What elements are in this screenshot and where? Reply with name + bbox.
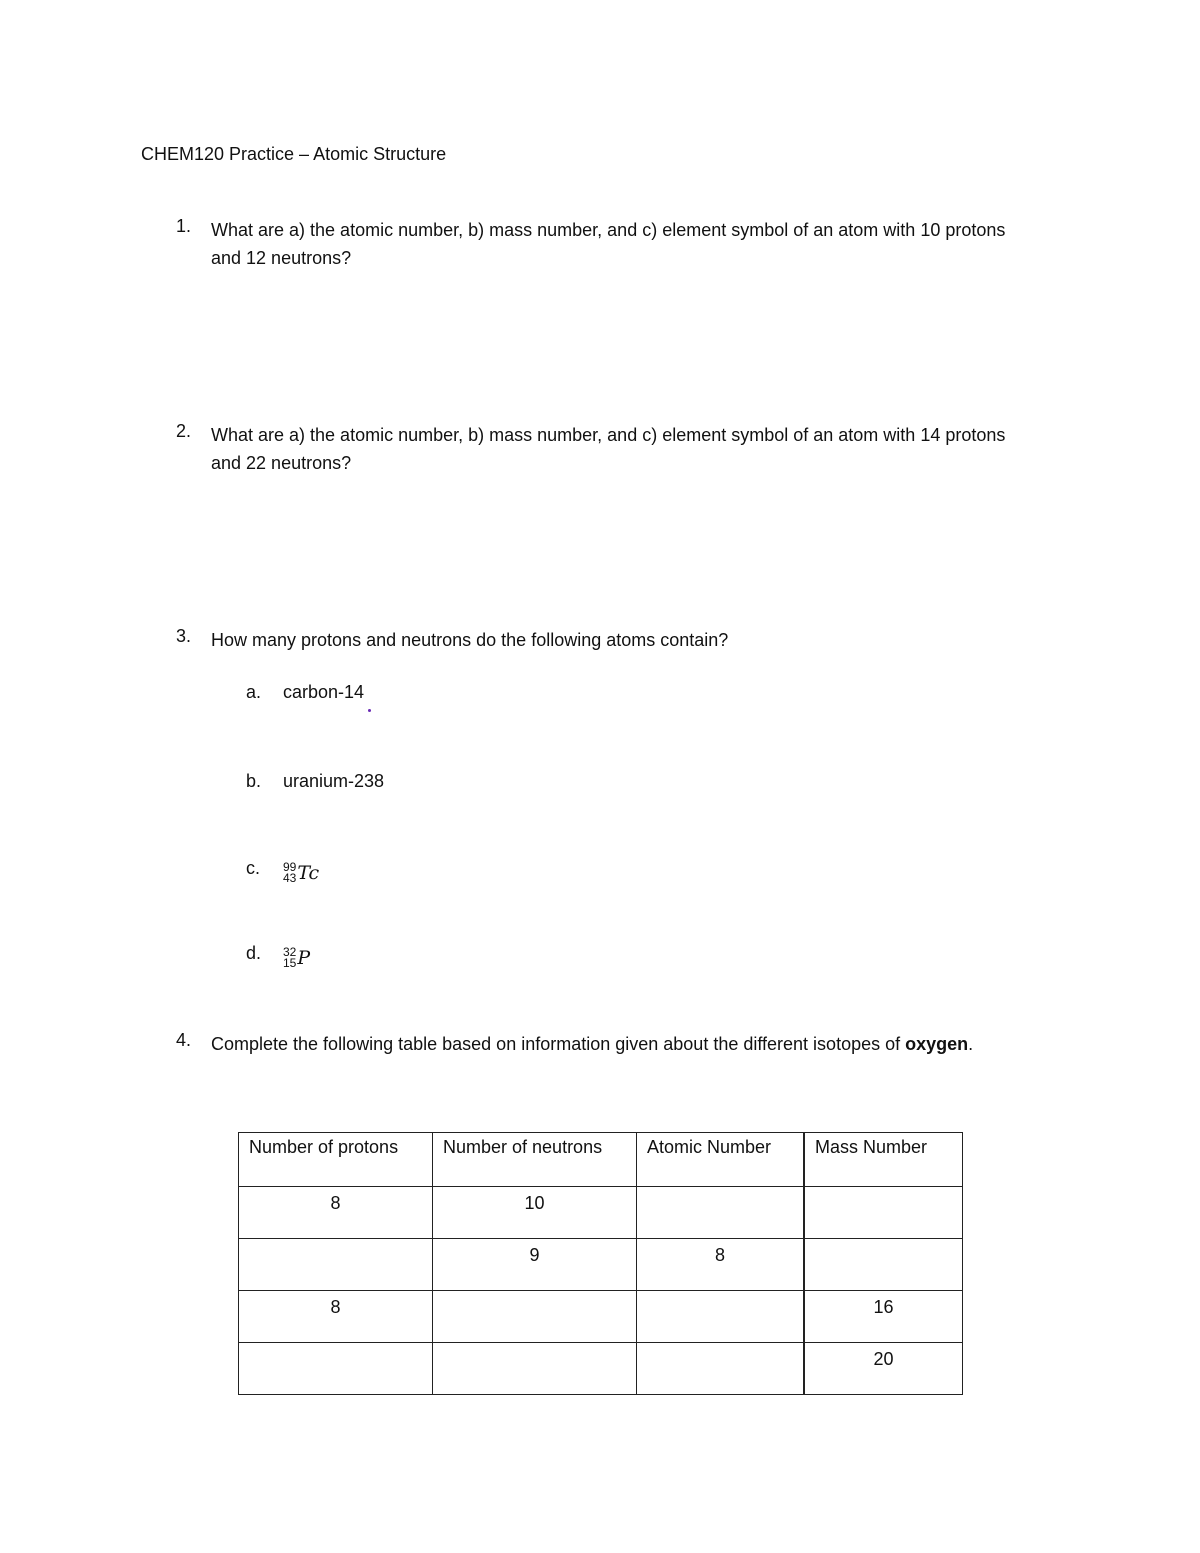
table-cell <box>433 1291 637 1343</box>
mass-number: 99 <box>283 860 297 874</box>
question-text: What are a) the atomic number, b) mass number, and c) element symbol of an atom with 10 protons and 12 neutrons? <box>211 220 1006 268</box>
part-letter: c. <box>246 858 261 878</box>
part-letter: d. <box>246 943 262 963</box>
element-symbol: Tc <box>297 862 320 884</box>
table-cell: 10 <box>433 1187 637 1239</box>
question-number: 3. <box>176 626 192 646</box>
table-cell: 9 <box>433 1239 637 1291</box>
table-cell: 8 <box>239 1291 433 1343</box>
question-text <box>211 1030 1031 1058</box>
table-cell <box>637 1187 805 1239</box>
table-cell <box>239 1343 433 1395</box>
table-cell: 8 <box>637 1239 805 1291</box>
question-number: 1. <box>176 216 192 236</box>
element-symbol: P <box>297 947 311 969</box>
question-text-bold: oxygen <box>905 1034 969 1054</box>
question-number: 4. <box>176 1030 192 1050</box>
table-row <box>239 1343 963 1395</box>
stray-mark <box>368 709 371 712</box>
part-text: uranium-238 <box>283 771 385 791</box>
table-cell: 8 <box>239 1187 433 1239</box>
part-letter: b. <box>246 771 262 791</box>
table-row <box>239 1239 963 1291</box>
isotope-table <box>238 1132 963 1395</box>
part-text: carbon-14 <box>283 682 365 702</box>
table-cell <box>433 1343 637 1395</box>
nuclide-notation <box>283 855 319 884</box>
table-cell <box>637 1291 805 1343</box>
nuclide-notation <box>283 940 310 969</box>
question-text-end: . <box>968 1034 974 1054</box>
page-title: CHEM120 Practice – Atomic Structure <box>141 144 447 164</box>
atomic-number: 15 <box>283 956 297 970</box>
question-text-plain: Complete the following table based on information given about the different isotopes of <box>211 1034 906 1054</box>
column-header: Number of protons <box>239 1133 433 1187</box>
table-row <box>239 1291 963 1343</box>
part-letter: a. <box>246 682 262 702</box>
table-row <box>239 1187 963 1239</box>
question-number: 2. <box>176 421 192 441</box>
atomic-number: 43 <box>283 871 297 885</box>
table-cell <box>637 1343 805 1395</box>
table-cell <box>804 1187 963 1239</box>
question-text: How many protons and neutrons do the following atoms contain? <box>211 630 729 650</box>
question-text: What are a) the atomic number, b) mass number, and c) element symbol of an atom with 14 protons and 22 neutrons? <box>211 425 1006 473</box>
table-cell: 20 <box>804 1343 963 1395</box>
table-cell <box>804 1239 963 1291</box>
column-header: Mass Number <box>804 1133 963 1187</box>
column-header: Number of neutrons <box>433 1133 637 1187</box>
table-cell: 16 <box>804 1291 963 1343</box>
table-header-row <box>239 1133 963 1187</box>
column-header: Atomic Number <box>637 1133 805 1187</box>
table-cell <box>239 1239 433 1291</box>
mass-number: 32 <box>283 945 297 959</box>
